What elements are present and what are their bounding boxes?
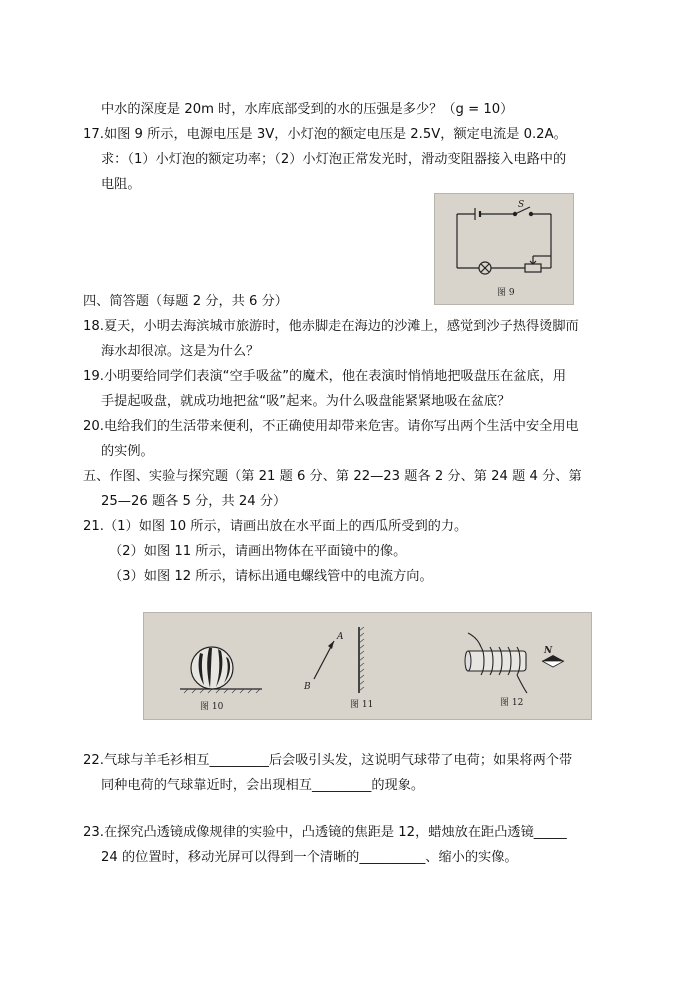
point-a-label: A	[337, 632, 344, 642]
question-17-line-2: 求：（1）小灯泡的额定功率；（2）小灯泡正常发光时，滑动变阻器接入电路中的	[101, 152, 567, 167]
question-22-line-2: 同种电荷的气球靠近时，会出现相互_________的现象。	[101, 778, 425, 793]
question-22-line-1: 22.气球与羊毛衫相互_________后会吸引头发，这说明气球带了电荷；如果将两个带	[83, 753, 573, 768]
section-5-heading-line-1: 五、作图、实验与探究题（第 21 题 6 分、第 22—23 题各 2 分、第 24 题 4 分、第	[83, 469, 582, 484]
question-20-line-1: 20.电给我们的生活带来便利，不正确使用却带来危害。请你写出两个生活中安全用电	[83, 419, 579, 434]
question-18-line-1: 18.夏天，小明去海滨城市旅游时，他赤脚走在海边的沙滩上，感觉到沙子热得烫脚而	[83, 319, 579, 334]
section-5-heading-line-2: 25—26 题各 5 分，共 24 分）	[101, 494, 287, 509]
question-17-line-1: 17.如图 9 所示，电源电压是 3V，小灯泡的额定电压是 2.5V，额定电流是 0.2A。	[83, 127, 567, 142]
point-b-label: B	[304, 682, 311, 692]
rheostat-body	[525, 264, 541, 272]
figure-9-caption: 图 9	[497, 288, 515, 298]
question-23-line-2: 24 的位置时，移动光屏可以得到一个清晰的__________、缩小的实像。	[101, 850, 518, 865]
figures-10-11-12	[143, 612, 592, 720]
north-pole-label: N	[544, 646, 553, 656]
question-19-line-1: 19.小明要给同学们表演“空手吸盆”的魔术，他在表演时悄悄地把吸盘压在盆底，用	[83, 369, 567, 384]
figure-9-circuit	[434, 193, 574, 305]
question-19-line-2: 手提起吸盘，就成功地把盆“吸”起来。为什么吸盘能紧紧地吸在盆底？	[101, 394, 511, 409]
figure-12-caption: 图 12	[500, 698, 524, 708]
question-23-line-1: 23.在探究凸透镜成像规律的实验中，凸透镜的焦距是 12，蜡烛放在距凸透镜_____	[83, 825, 567, 840]
figure-10-caption: 图 10	[200, 702, 224, 712]
question-18-line-2: 海水却很凉。这是为什么？	[101, 344, 260, 359]
question-20-line-2: 的实例。	[101, 444, 154, 459]
section-4-heading: 四、简答题（每题 2 分，共 6 分）	[83, 294, 288, 309]
switch-label: S	[518, 200, 525, 210]
question-17-line-3: 电阻。	[101, 177, 141, 192]
question-21-part-3: （3）如图 12 所示，请标出通电螺线管中的电流方向。	[109, 569, 433, 584]
figure-12-solenoid	[465, 633, 564, 693]
compass-needle-south-half	[542, 661, 564, 667]
figure-10-watermelon	[180, 647, 262, 693]
question-16-continuation: 中水的深度是 20m 时，水库底部受到的水的压强是多少？（g = 10）	[101, 102, 514, 117]
question-21-part-2: （2）如图 11 所示，请画出物体在平面镜中的像。	[109, 544, 407, 559]
figure-11-caption: 图 11	[350, 700, 374, 710]
question-21-part-1: 21.（1）如图 10 所示，请画出放在水平面上的西瓜所受到的力。	[83, 519, 468, 534]
